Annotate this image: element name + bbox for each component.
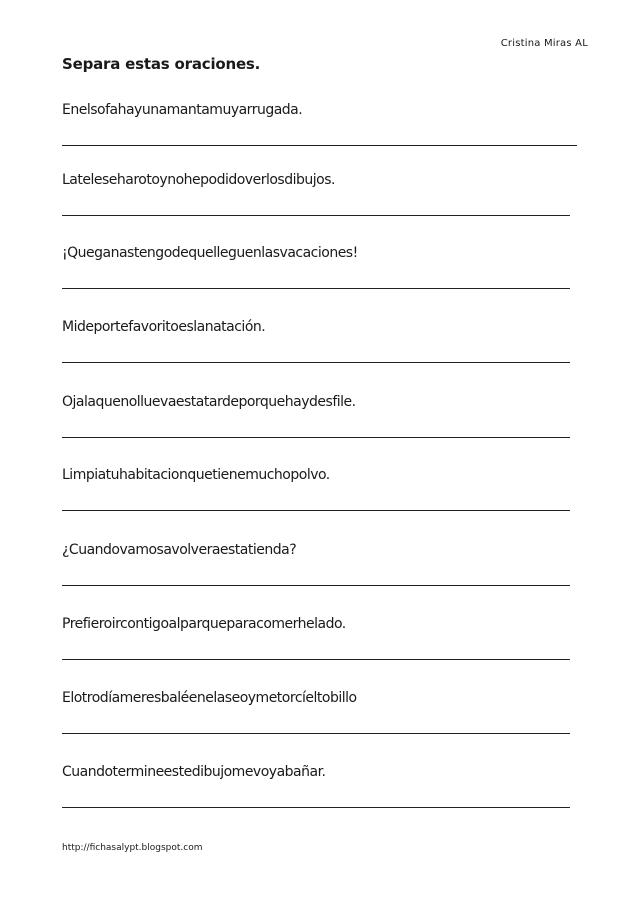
exercise-item xyxy=(62,171,572,216)
exercise-item xyxy=(62,466,572,511)
exercise-item xyxy=(62,101,572,146)
footer-url: http://fichasalypt.blogspot.com xyxy=(62,843,203,853)
sentence-text: Ojalaquenolluevaestatardeporquehaydesfile. xyxy=(62,394,356,410)
exercise-item xyxy=(62,763,572,808)
answer-line[interactable] xyxy=(62,362,570,363)
answer-line[interactable] xyxy=(62,437,570,438)
sentence-text: Cuandotermineestedibujomevoyabañar. xyxy=(62,764,326,780)
exercise-item xyxy=(62,689,572,734)
author-name: Cristina Miras AL xyxy=(500,38,588,49)
answer-line[interactable] xyxy=(62,215,570,216)
sentence-text: Prefieroircontigoalparqueparacomerhelado. xyxy=(62,616,346,632)
page-title: Separa estas oraciones. xyxy=(62,55,261,73)
answer-line[interactable] xyxy=(62,585,570,586)
answer-line[interactable] xyxy=(62,807,570,808)
answer-line[interactable] xyxy=(62,288,570,289)
answer-line[interactable] xyxy=(62,510,570,511)
exercise-item xyxy=(62,244,572,289)
sentence-text: Mideportefavoritoeslanatación. xyxy=(62,319,266,335)
sentence-text: Lateleseharotoynohepodidoverlosdibujos. xyxy=(62,172,335,188)
sentence-text: Elotrodíameresbaléenelaseoymetorcíeltobillo xyxy=(62,690,357,706)
sentence-text: ¿Cuandovamosavolveraestatienda? xyxy=(62,542,297,558)
sentence-text: Enelsofahayunamantamuyarrugada. xyxy=(62,102,303,118)
sentence-text: Limpiatuhabitacionquetienemuchopolvo. xyxy=(62,467,330,483)
exercise-item xyxy=(62,541,572,586)
answer-line[interactable] xyxy=(62,659,570,660)
answer-line[interactable] xyxy=(62,733,570,734)
answer-line[interactable] xyxy=(62,145,577,146)
sentence-text: ¡Queganastengodequelleguenlasvacaciones! xyxy=(62,245,358,261)
exercise-item xyxy=(62,393,572,438)
exercise-item xyxy=(62,318,572,363)
exercise-item xyxy=(62,615,572,660)
